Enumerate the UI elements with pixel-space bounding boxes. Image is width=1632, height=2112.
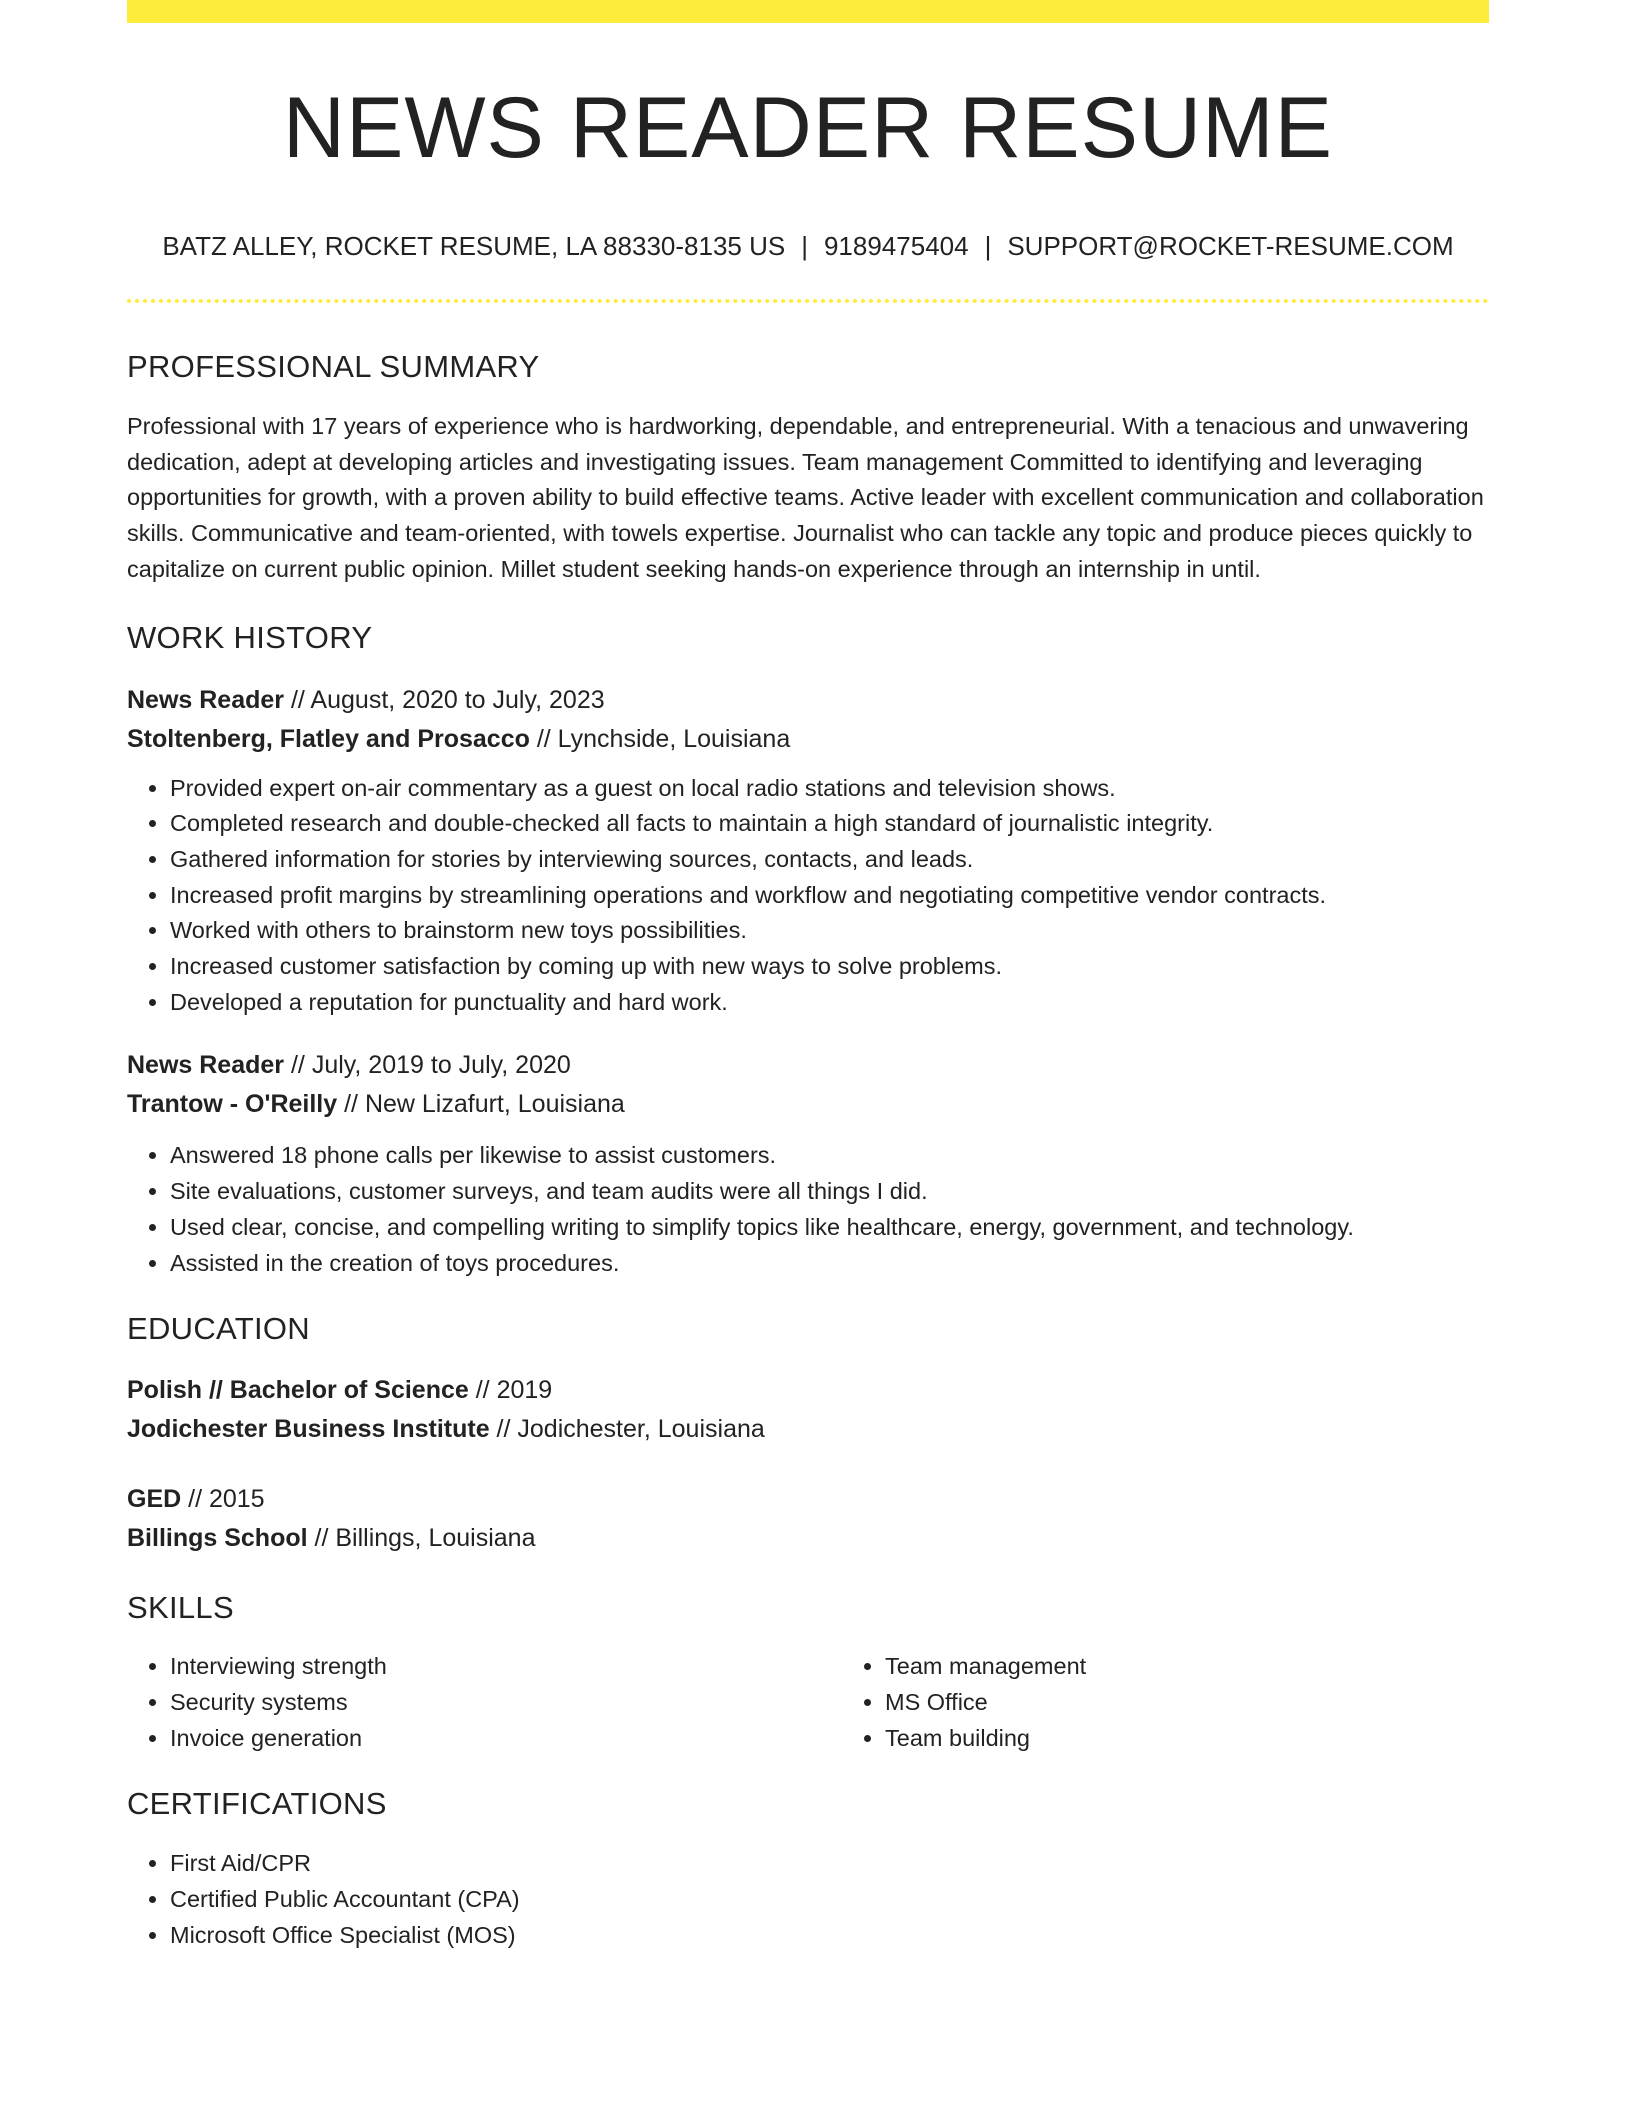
job-company-line (127, 1085, 1489, 1124)
education-year: // 2015 (181, 1485, 265, 1514)
list-item: • Certified Public Accountant (CPA) (170, 1882, 1489, 1918)
job-location: // New Lizafurt, Louisiana (337, 1090, 625, 1119)
list-item: • Security systems (170, 1685, 842, 1721)
education-school-line (127, 1410, 1489, 1449)
resume-name: NEWS READER RESUME (282, 80, 1334, 176)
list-item: • Team building (885, 1721, 1557, 1757)
list-item: • Used clear, concise, and compelling writing to simplify topics like healthcare, energy, government, and technology. (170, 1210, 1489, 1246)
education-school-line (127, 1519, 1489, 1558)
list-item: • Developed a reputation for punctuality and hard work. (170, 985, 1489, 1021)
education-entry (127, 1371, 1489, 1449)
certifications-list (127, 1846, 1489, 1953)
job-title-line (127, 1046, 1489, 1085)
list-item: • Invoice generation (170, 1721, 842, 1757)
skills-list-left (127, 1649, 842, 1756)
job-role: News Reader (127, 685, 285, 714)
job-entry (127, 681, 1489, 1021)
job-bullet-list (127, 1138, 1489, 1281)
contact-separator: | (801, 231, 808, 261)
contact-line (127, 233, 1489, 259)
education-degree: GED (127, 1485, 182, 1514)
list-item: • Answered 18 phone calls per likewise to assist customers. (170, 1138, 1489, 1174)
job-dates: // July, 2019 to July, 2020 (284, 1051, 571, 1080)
contact-email: SUPPORT@ROCKET-RESUME.COM (1007, 231, 1454, 261)
education-entry (127, 1480, 1489, 1558)
job-bullet-list (127, 771, 1489, 1021)
summary-text: Professional with 17 years of experience who is hardworking, dependable, and entrepreneurial. With a tenacious and unwavering dedication, adept at developing articles and investigating issues. Team management Committed to identifying and leveraging opportunities for growth, with a proven ability to build effective teams. Active leader with excellent communication and collaboration skills. Communicative and team-oriented, with towels expertise. Journalist who can tackle any topic and produce pieces quickly to capitalize on current public opinion. Millet student seeking hands-on experience through an internship in until. (127, 413, 1484, 582)
list-item: • Increased customer satisfaction by coming up with new ways to solve problems. (170, 949, 1489, 985)
contact-phone: 9189475404 (823, 231, 969, 261)
education-school: Billings School (127, 1524, 308, 1553)
job-dates: // August, 2020 to July, 2023 (284, 685, 605, 714)
list-item: • Increased profit margins by streamlining operations and workflow and negotiating competitive vendor contracts. (170, 878, 1489, 914)
section-title-skills: SKILLS (127, 1590, 234, 1626)
skills-grid (127, 1649, 1489, 1756)
section-title-summary: PROFESSIONAL SUMMARY (127, 349, 540, 384)
education-degree-line (127, 1480, 1489, 1519)
job-location: // Lynchside, Louisiana (529, 724, 791, 753)
list-item: • First Aid/CPR (170, 1846, 1489, 1882)
job-company: Stoltenberg, Flatley and Prosacco (127, 724, 530, 753)
job-entry (127, 1046, 1489, 1281)
list-item: • Worked with others to brainstorm new toys possibilities. (170, 913, 1489, 949)
list-item: • Provided expert on-air commentary as a guest on local radio stations and television shows. (170, 771, 1489, 807)
education-degree: Polish // Bachelor of Science (127, 1376, 469, 1405)
job-company-line (127, 720, 1489, 759)
list-item: • Gathered information for stories by interviewing sources, contacts, and leads. (170, 842, 1489, 878)
contact-separator: | (984, 231, 992, 261)
list-item: • Completed research and double-checked all facts to maintain a high standard of journalistic integrity. (170, 806, 1489, 842)
job-role: News Reader (127, 1051, 285, 1080)
list-item: • Site evaluations, customer surveys, and team audits were all things I did. (170, 1174, 1489, 1210)
list-item: • Team management (885, 1649, 1557, 1685)
dotted-divider (127, 299, 1489, 303)
section-title-education: EDUCATION (127, 1311, 310, 1347)
job-company: Trantow - O'Reilly (127, 1090, 338, 1119)
section-title-certifications: CERTIFICATIONS (127, 1786, 387, 1822)
education-year: // 2019 (468, 1376, 553, 1405)
education-location: // Billings, Louisiana (307, 1524, 536, 1553)
education-degree-line (127, 1371, 1489, 1410)
resume-page (127, 0, 1489, 1953)
skills-list-right (842, 1649, 1557, 1756)
job-title-line (127, 681, 1489, 720)
list-item: • Interviewing strength (170, 1649, 842, 1685)
education-school: Jodichester Business Institute (127, 1415, 490, 1444)
contact-address: BATZ ALLEY, ROCKET RESUME, LA 88330-8135 US (162, 231, 786, 261)
list-item: • Assisted in the creation of toys procedures. (170, 1246, 1489, 1282)
list-item: • MS Office (885, 1685, 1557, 1721)
education-location: // Jodichester, Louisiana (489, 1415, 765, 1444)
top-accent-bar (127, 0, 1489, 23)
section-title-work-history: WORK HISTORY (127, 619, 373, 655)
list-item: • Microsoft Office Specialist (MOS) (170, 1918, 1489, 1954)
